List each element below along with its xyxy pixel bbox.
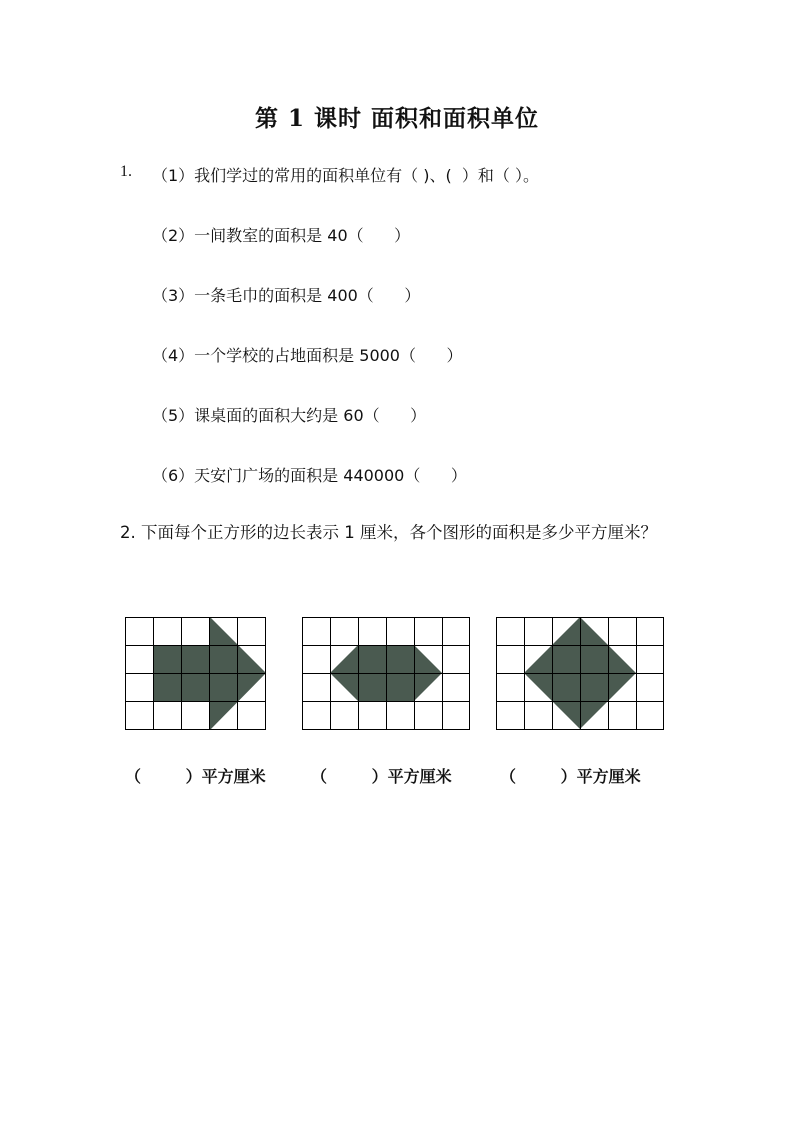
question-1-item-3: （3）一条毛巾的面积是 400（ ） xyxy=(152,286,421,305)
question-2-text: 2. 下面每个正方形的边长表示 1 厘米，各个图形的面积是多少平方厘米？ xyxy=(120,523,657,542)
question-1-item-4: （4）一个学校的占地面积是 5000（ ） xyxy=(152,346,463,365)
page-title: 第 1 课时 面积和面积单位 xyxy=(254,105,540,132)
question-1-item-2: （2）一间教室的面积是 40（ ） xyxy=(152,226,411,245)
question-1-item-5: （5）课桌面的面积大约是 60（ ） xyxy=(152,406,427,425)
answer-blank-3: （ ）平方厘米 xyxy=(500,767,641,786)
answer-blank-2: （ ）平方厘米 xyxy=(311,767,452,786)
figure-diamond xyxy=(496,617,664,731)
question-1-number: 1. xyxy=(120,163,132,180)
question-1-item-1: （1）我们学过的常用的面积单位有（ )、( ）和（ ）。 xyxy=(152,166,540,185)
figure-arrow xyxy=(125,617,267,731)
answer-blank-1: （ ）平方厘米 xyxy=(125,767,266,786)
figure-hexagon xyxy=(302,617,470,731)
question-1-item-6: （6）天安门广场的面积是 440000（ ） xyxy=(152,466,467,485)
